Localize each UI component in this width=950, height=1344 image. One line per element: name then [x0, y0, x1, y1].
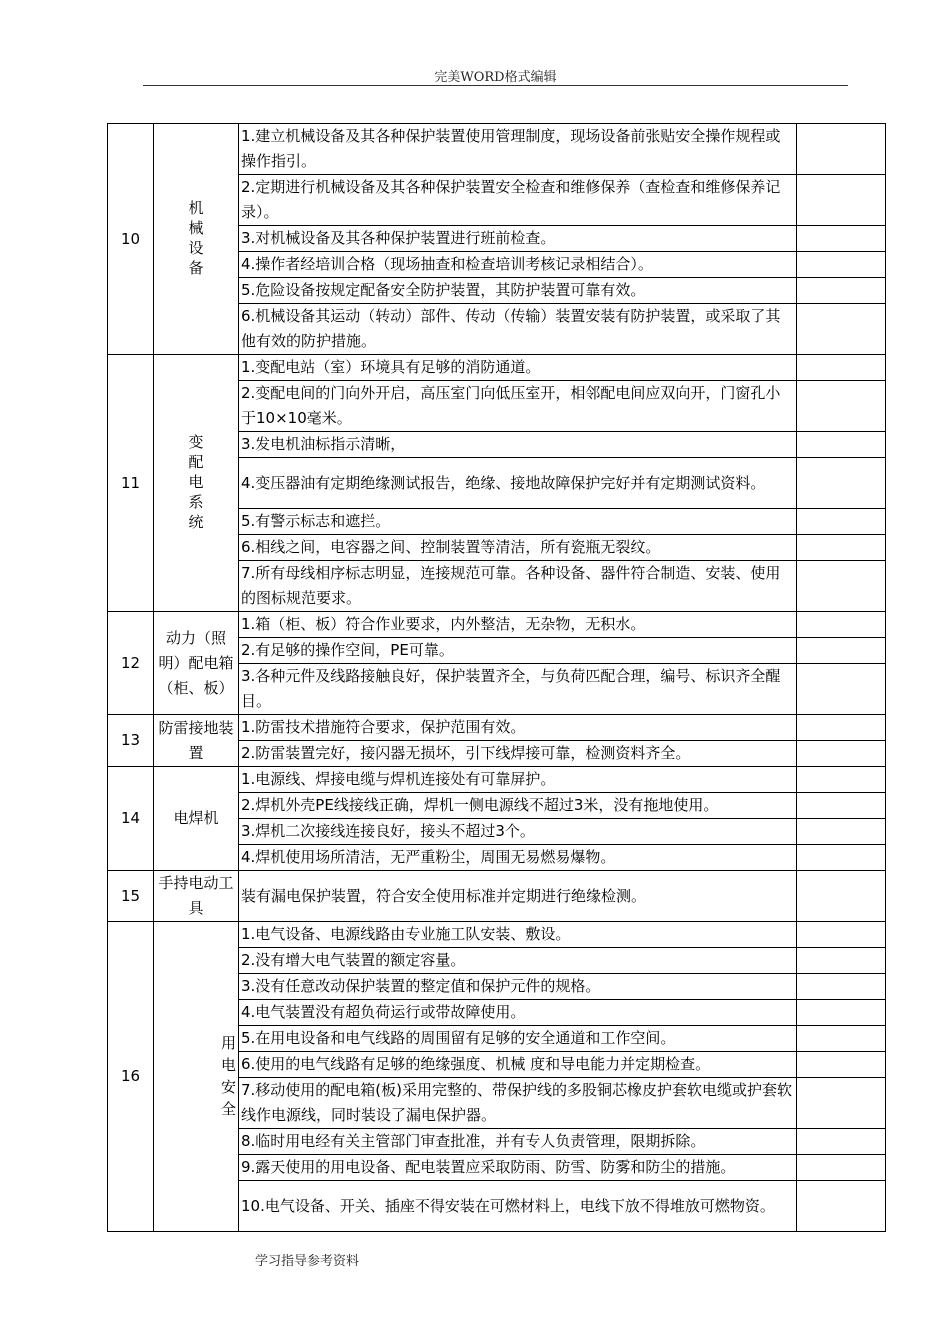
section-number: 11 [108, 355, 154, 612]
result-cell[interactable] [797, 922, 886, 948]
result-cell[interactable] [797, 278, 886, 304]
result-cell[interactable] [797, 458, 886, 509]
check-item: 1.防雷技术措施符合要求，保护范围有效。 [239, 715, 797, 741]
result-cell[interactable] [797, 561, 886, 612]
check-item: 1.箱（柜、板）符合作业要求，内外整洁，无杂物，无积水。 [239, 612, 797, 638]
check-item: 装有漏电保护装置，符合安全使用标准并定期进行绝缘检测。 [239, 871, 797, 922]
result-cell[interactable] [797, 845, 886, 871]
section-category: 防雷接地装置 [154, 715, 239, 767]
result-cell[interactable] [797, 638, 886, 664]
result-cell[interactable] [797, 871, 886, 922]
check-item: 4.操作者经培训合格（现场抽查和检查培训考核记录相结合）。 [239, 252, 797, 278]
result-cell[interactable] [797, 612, 886, 638]
check-item: 6.使用的电气线路有足够的绝缘强度、机械 度和导电能力并定期检查。 [239, 1052, 797, 1078]
section-number: 12 [108, 612, 154, 715]
check-item: 2.焊机外壳PE线接线正确，焊机一侧电源线不超过3米，没有拖地使用。 [239, 793, 797, 819]
check-item: 5.在用电设备和电气线路的周围留有足够的安全通道和工作空间。 [239, 1026, 797, 1052]
section-category: 变配电系统 [154, 355, 239, 612]
result-cell[interactable] [797, 304, 886, 355]
check-item: 3.各种元件及线路接触良好，保护装置齐全，与负荷匹配合理，编号、标识齐全醒目。 [239, 664, 797, 715]
result-cell[interactable] [797, 1078, 886, 1129]
check-item: 4.变压器油有定期绝缘测试报告，绝缘、接地故障保护完好并有定期测试资料。 [239, 458, 797, 509]
result-cell[interactable] [797, 974, 886, 1000]
result-cell[interactable] [797, 1129, 886, 1155]
check-item: 3.对机械设备及其各种保护装置进行班前检查。 [239, 226, 797, 252]
result-cell[interactable] [797, 355, 886, 381]
check-item: 3.没有任意改动保护装置的整定值和保护元件的规格。 [239, 974, 797, 1000]
page-footer: 学习指导参考资料 [255, 1254, 360, 1269]
check-item: 2.防雷装置完好，接闪器无损坏，引下线焊接可靠，检测资料齐全。 [239, 741, 797, 767]
check-item: 2.变配电间的门向外开启，高压室门向低压室开，相邻配电间应双向开，门窗孔小于10×10毫米。 [239, 381, 797, 432]
result-cell[interactable] [797, 226, 886, 252]
section-number: 13 [108, 715, 154, 767]
check-item: 5.有警示标志和遮拦。 [239, 509, 797, 535]
check-item: 2.定期进行机械设备及其各种保护装置安全检查和维修保养（查检查和维修保养记录）。 [239, 175, 797, 226]
section-category: 手持电动工具 [154, 871, 239, 922]
result-cell[interactable] [797, 819, 886, 845]
page-header: 完美WORD格式编辑 [434, 70, 557, 85]
check-item: 4.电气装置没有超负荷运行或带故障使用。 [239, 1000, 797, 1026]
section-number: 10 [108, 124, 154, 355]
result-cell[interactable] [797, 381, 886, 432]
check-item: 1.建立机械设备及其各种保护装置使用管理制度，现场设备前张贴安全操作规程或操作指引。 [239, 124, 797, 175]
check-item: 3.发电机油标指示清晰， [239, 432, 797, 458]
check-item: 2.有足够的操作空间，PE可靠。 [239, 638, 797, 664]
result-cell[interactable] [797, 715, 886, 741]
result-cell[interactable] [797, 535, 886, 561]
result-cell[interactable] [797, 432, 886, 458]
section-category: 用电安全 [154, 922, 239, 1232]
section-category: 机械设备 [154, 124, 239, 355]
result-cell[interactable] [797, 741, 886, 767]
result-cell[interactable] [797, 1026, 886, 1052]
result-cell[interactable] [797, 1000, 886, 1026]
check-item: 5.危险设备按规定配备安全防护装置，其防护装置可靠有效。 [239, 278, 797, 304]
result-cell[interactable] [797, 175, 886, 226]
result-cell[interactable] [797, 767, 886, 793]
check-item: 3.焊机二次接线连接良好，接头不超过3个。 [239, 819, 797, 845]
result-cell[interactable] [797, 1052, 886, 1078]
check-item: 7.移动使用的配电箱(板)采用完整的、带保护线的多股铜芯橡皮护套软电缆或护套软线作电源线，同时装设了漏电保护器。 [239, 1078, 797, 1129]
check-item: 4.焊机使用场所清洁，无严重粉尘，周围无易燃易爆物。 [239, 845, 797, 871]
section-number: 15 [108, 871, 154, 922]
result-cell[interactable] [797, 509, 886, 535]
check-item: 6.机械设备其运动（转动）部件、传动（传输）装置安装有防护装置，或采取了其他有效的防护措施。 [239, 304, 797, 355]
result-cell[interactable] [797, 124, 886, 175]
check-item: 8.临时用电经有关主管部门审查批准，并有专人负责管理，限期拆除。 [239, 1129, 797, 1155]
section-number: 14 [108, 767, 154, 871]
result-cell[interactable] [797, 252, 886, 278]
result-cell[interactable] [797, 1181, 886, 1232]
check-item: 1.电气设备、电源线路由专业施工队安装、敷设。 [239, 922, 797, 948]
check-item: 9.露天使用的用电设备、配电装置应采取防雨、防雪、防雾和防尘的措施。 [239, 1155, 797, 1181]
safety-checklist-table [107, 123, 886, 1232]
section-category: 动力（照明）配电箱（柜、板） [154, 612, 239, 715]
result-cell[interactable] [797, 948, 886, 974]
check-item: 10.电气设备、开关、插座不得安装在可燃材料上，电线下放不得堆放可燃物资。 [239, 1181, 797, 1232]
section-number: 16 [108, 922, 154, 1232]
header-rule [143, 85, 848, 86]
check-item: 2.没有增大电气装置的额定容量。 [239, 948, 797, 974]
result-cell[interactable] [797, 793, 886, 819]
check-item: 1.电源线、焊接电缆与焊机连接处有可靠屏护。 [239, 767, 797, 793]
check-item: 6.相线之间，电容器之间、控制装置等清洁，所有瓷瓶无裂纹。 [239, 535, 797, 561]
result-cell[interactable] [797, 1155, 886, 1181]
check-item: 7.所有母线相序标志明显，连接规范可靠。各种设备、器件符合制造、安装、使用的图标规范要求。 [239, 561, 797, 612]
section-category: 电焊机 [154, 767, 239, 871]
check-item: 1.变配电站（室）环境具有足够的消防通道。 [239, 355, 797, 381]
result-cell[interactable] [797, 664, 886, 715]
